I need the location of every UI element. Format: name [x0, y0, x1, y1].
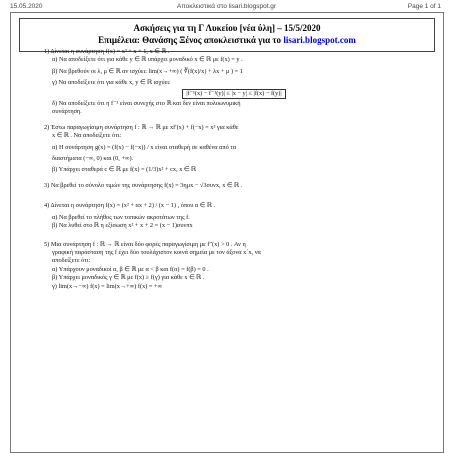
problem-part: α) Να αποδείξετε ότι για κάθε y ∈ ℝ υπάρχει μοναδικό x ∈ ℝ με f(x) = y .	[52, 56, 243, 64]
problem-part: γραφική παράσταση της f έχει δύο τουλάχιστον κοινά σημεία με τον άξονα x΄x, να	[52, 248, 261, 256]
problem-3	[44, 182, 424, 190]
problem-statement: 4) Δίνεται η συνάρτηση f(x) = (x² + αx + 2) / (x − 1) , όπου α ∈ ℝ .	[44, 202, 215, 210]
problem-part: δ) Να αποδείξετε ότι η f⁻¹ είναι συνεχής στο ℝ και δεν είναι πολυωνυμική	[52, 100, 241, 108]
problem-1	[44, 48, 424, 117]
problem-2	[44, 124, 424, 175]
problem-part: γ) lim(x→−∞) f(x) = lim(x→+∞) f(x) = +∞	[52, 282, 163, 290]
problem-statement: 5) Μια συνάρτηση f : ℝ → ℝ είναι δύο φορές παραγωγίσιμη με f″(x) > 0 . Αν η	[44, 240, 246, 248]
boxed-inequality: |f⁻¹(x) − f⁻¹(y)| ≤ |x − y| ≤ |f(x) − f(y)|	[182, 89, 285, 99]
problem-part: συνάρτηση.	[52, 108, 82, 116]
subtitle-prefix: Επιμέλεια: Θανάσης Ξένος αποκλειστικά για το	[98, 35, 284, 45]
problem-statement: 1) Δίνεται η συνάρτηση f(x) = x³ + x + 1, x ∈ ℝ .	[44, 48, 170, 55]
document-title: Ασκήσεις για τη Γ Λυκείου [νέα ύλη] – 15/5/2020	[133, 23, 321, 33]
print-title: Αποκλειστικά στο lisari.blogspot.gr	[176, 3, 277, 10]
problem-part: α) Η συνάρτηση g(x) = (f(x) − f(−x)) / x είναι σταθερή σε καθένα από τα	[52, 143, 237, 151]
problem-part: διαστήματα (−∞, 0) και (0, +∞).	[52, 155, 134, 163]
problem-part: αποδείξετε ότι:	[52, 257, 91, 265]
problem-list	[44, 48, 424, 298]
document-subtitle	[20, 34, 434, 46]
problem-part: β) Να λυθεί στο ℝ η εξίσωση x² + x + 2 = (x − 1)συνπx	[52, 222, 193, 230]
print-date: 15.05.2020	[10, 3, 43, 10]
problem-4	[44, 202, 424, 230]
problem-part: x ∈ ℝ . Να αποδείξετε ότι:	[52, 132, 122, 140]
problem-part: γ) Να αποδείξετε ότι για κάθε x, y ∈ ℝ ισχύει:	[52, 79, 171, 87]
blog-link[interactable]: lisari.blogspot.com	[283, 35, 356, 45]
problem-5	[44, 241, 424, 291]
problem-part: β) Να βρεθούν οι λ, μ ∈ ℝ αν ισχύει: lim(x→+∞) ( ∛(f(x)/x) + λx + μ ) = 1	[52, 67, 243, 75]
page-number: Page 1 of 1	[407, 3, 441, 10]
problem-statement: 3) Να βρεθεί το σύνολο τιμών της συνάρτησης f(x) = 3ημx − √3συνx, x ∈ ℝ .	[44, 181, 243, 189]
problem-part: β) Υπάρχει σταθερά c ∈ ℝ με f(x) = (1/3)x² + cx, x ∈ ℝ	[52, 166, 196, 174]
problem-statement: 2) Έστω παραγωγίσιμη συνάρτηση f : ℝ → ℝ με xf′(x) + f(−x) = x³ για κάθε	[44, 123, 239, 131]
inequality	[44, 89, 424, 99]
problem-part: α) Υπάρχουν μοναδικοί α, β ∈ ℝ με α < β και f(α) = f(β) = 0 .	[52, 265, 209, 273]
print-header	[0, 0, 453, 12]
title-box	[19, 18, 435, 52]
problem-part: α) Να βρεθεί το πλήθος των τοπικών ακροτάτων της f.	[52, 213, 190, 221]
problem-part: β) Υπάρχει μοναδικός γ ∈ ℝ με f(x) ≥ f(γ) για κάθε x ∈ ℝ .	[52, 274, 205, 282]
